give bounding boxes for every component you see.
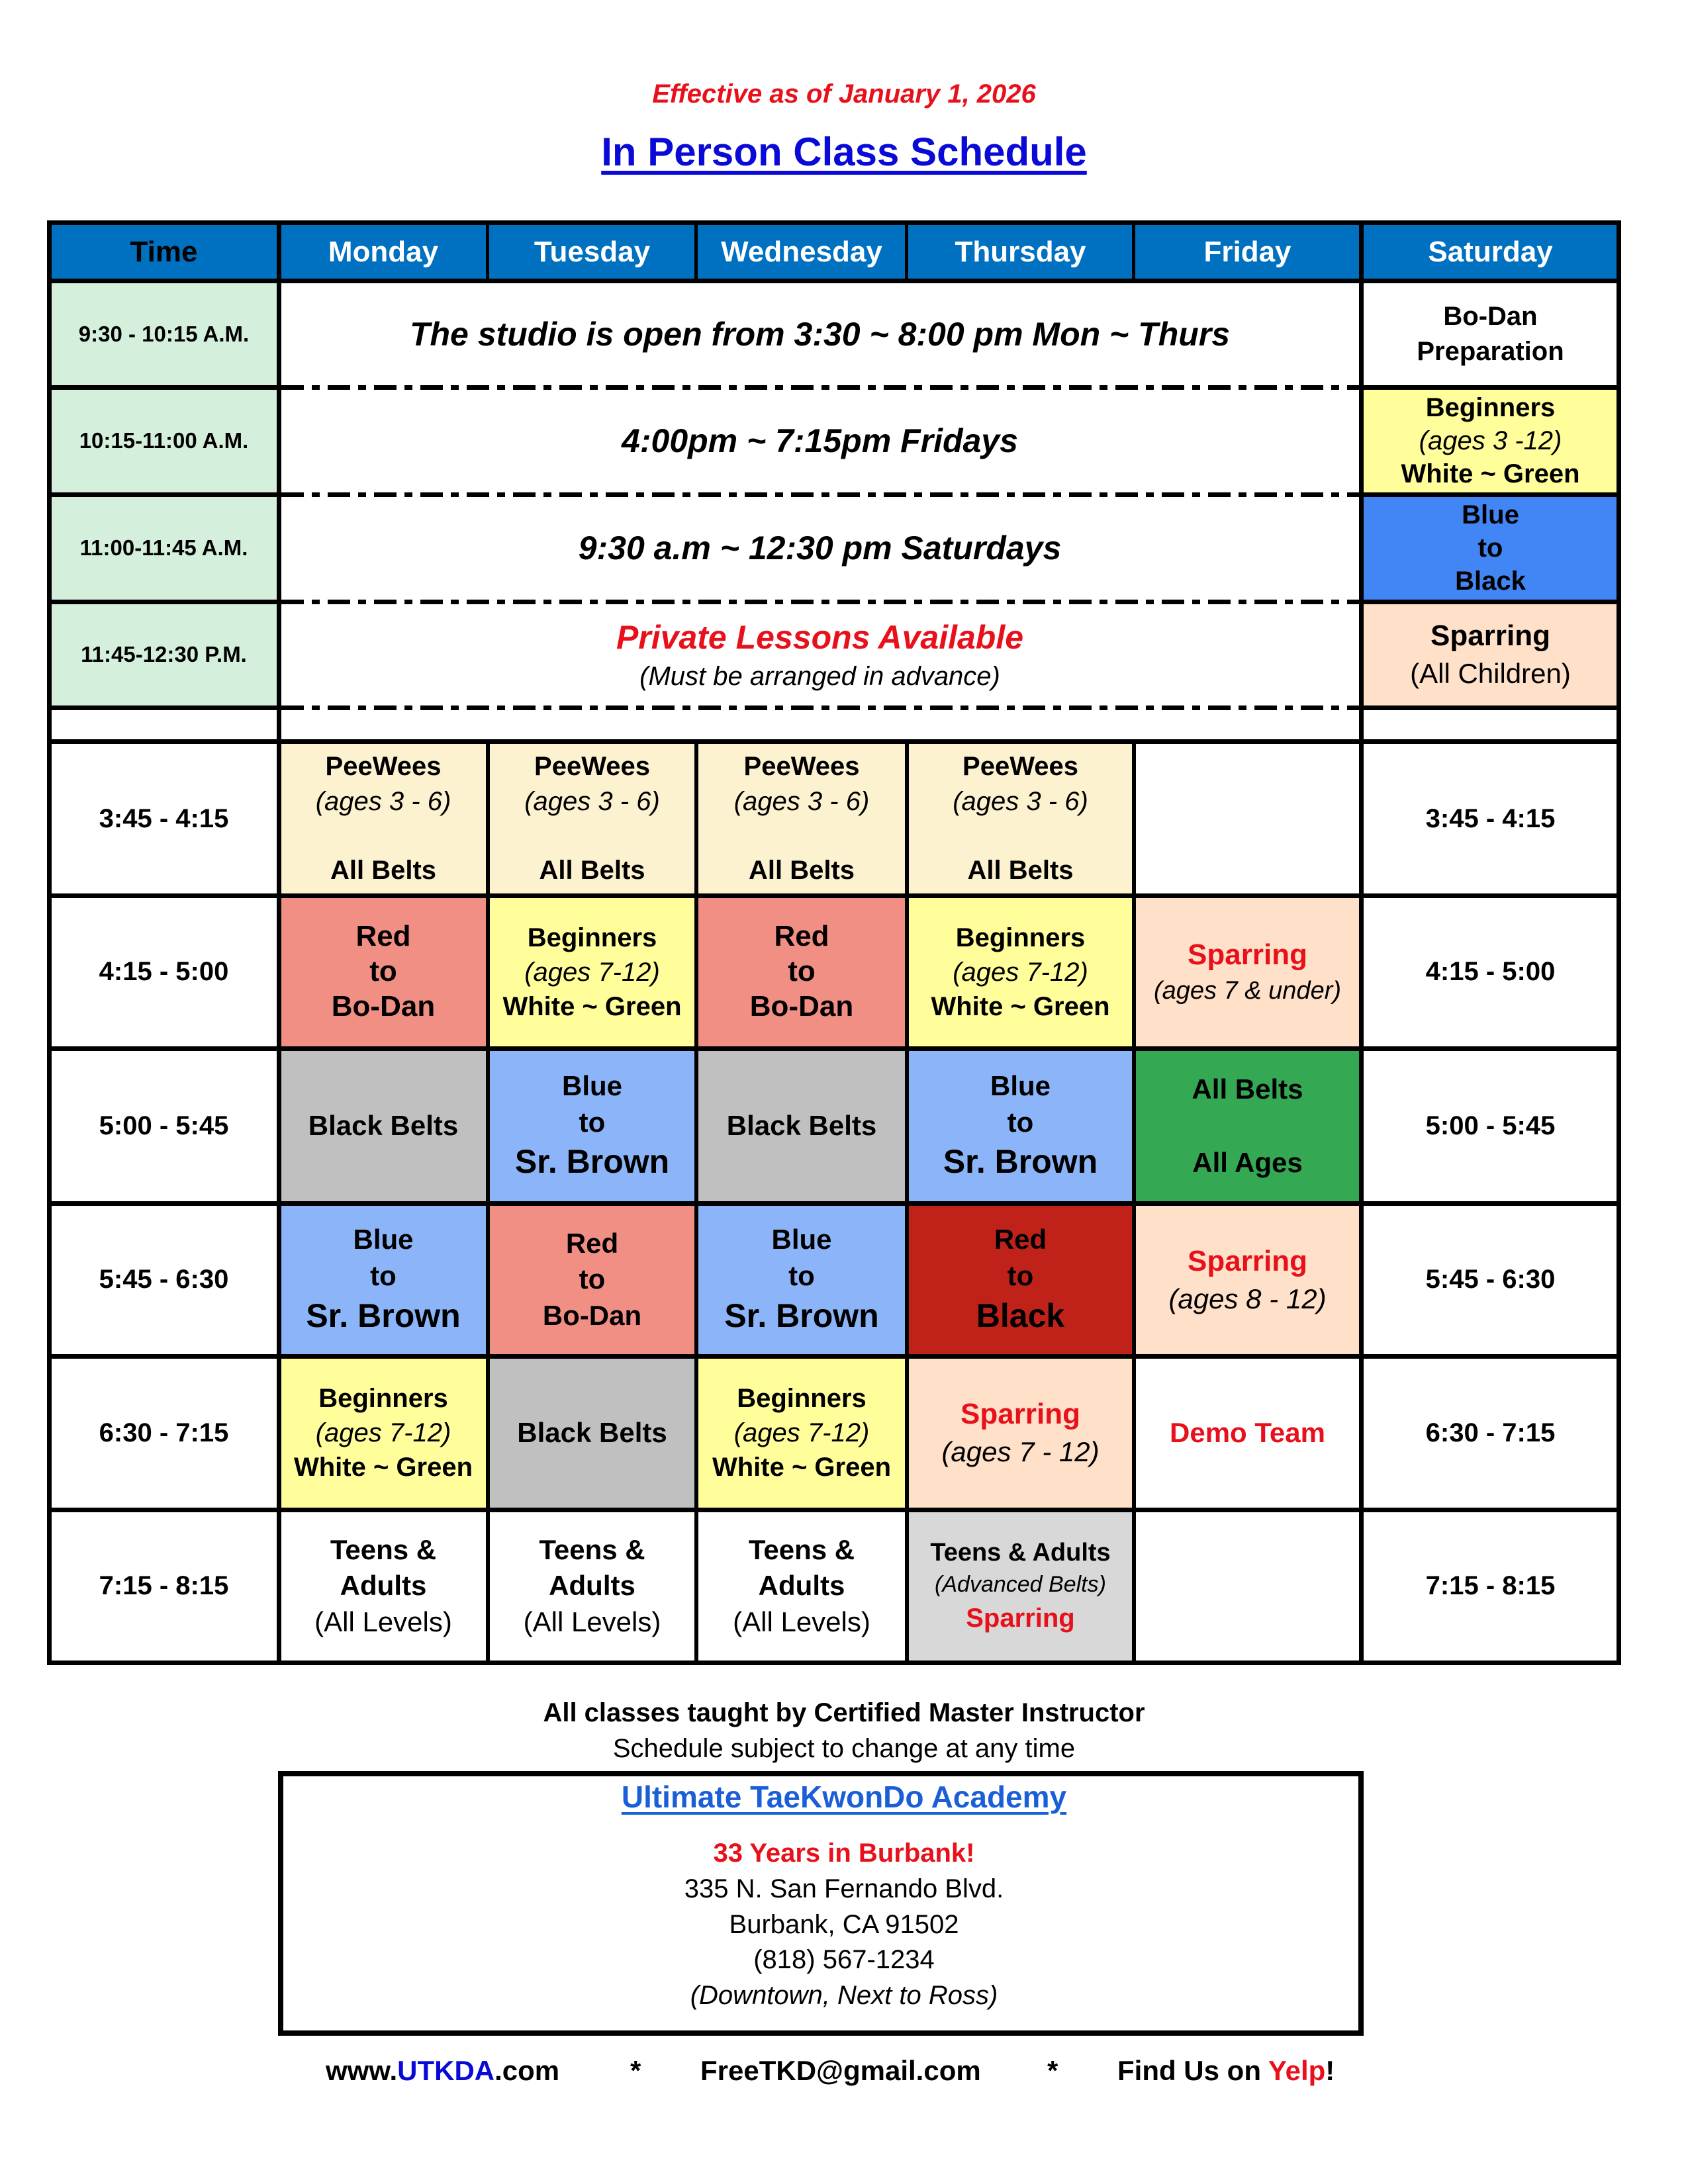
sat-blue-l1: Blue [1462,500,1519,529]
yelp-suffix: ! [1325,2055,1335,2086]
grid-line [47,739,1621,744]
class-l2: Adults [340,1570,427,1602]
class-wed-blue-srbrown [696,1203,907,1356]
class-l3: Black [976,1297,1065,1334]
class-mon-teens-adults [279,1510,488,1662]
class-title: PeeWees [962,751,1078,781]
class-title: Beginners [737,1384,867,1413]
grid-line [47,220,52,1665]
academy-name-link[interactable]: Ultimate TaeKwonDo Academy [621,1780,1067,1814]
class-belts: White ~ Green [931,991,1110,1021]
class-mon-black-belts: Black Belts [279,1048,488,1203]
class-l1: Teens & [539,1533,645,1565]
class-l3: All Ages [1192,1147,1303,1178]
class-ages: (ages 3 - 6) [953,786,1088,816]
class-ages: (ages 3 - 6) [733,786,870,816]
schedule-disclaimer: Schedule subject to change at any time [612,1734,1076,1763]
grid-line [47,705,279,710]
grid-line [1359,705,1621,710]
class-belts: All Belts [748,856,855,886]
class-title: Beginners [527,923,657,952]
time-slot-2: 4:15 - 5:00 [99,957,229,987]
grid-line [47,1046,1621,1051]
class-l2: to [788,1260,815,1291]
class-tue-beginners [488,895,696,1048]
class-ages: (ages 3 - 6) [524,786,660,816]
separator: * [630,2055,641,2086]
private-lessons-note [279,602,1361,707]
class-ages: (ages 8 - 12) [1168,1283,1327,1314]
class-l3: Sparring [966,1604,1075,1633]
col-header-time: Time [49,223,279,281]
studio-hours-weekday: The studio is open from 3:30 ~ 8:00 pm Mon ~ Thurs [409,316,1231,353]
studio-hours-saturday: 9:30 a.m ~ 12:30 pm Saturdays [578,529,1062,567]
class-l3: Bo-Dan [749,989,854,1023]
sat-bodan-line1: Bo-Dan [1443,302,1538,332]
class-l2: Adults [758,1570,845,1602]
email-link[interactable]: FreeTKD@gmail.com [700,2055,981,2086]
class-title: Sparring [961,1398,1080,1431]
sat-beginners [1361,387,1620,494]
class-l1: Red [565,1227,619,1259]
col-header-tuesday: Tuesday [488,223,696,281]
col-header-wednesday: Wednesday [696,223,907,281]
class-belts: All Belts [330,856,437,886]
class-belts: White ~ Green [293,1453,473,1482]
class-tue-blue-srbrown [488,1048,696,1203]
class-fri-empty-2 [1134,1510,1361,1662]
class-thu-peewees [907,742,1134,895]
class-ages: (ages 7 - 12) [941,1436,1100,1468]
class-belts: White ~ Green [712,1453,892,1482]
sat-bodan-line2: Preparation [1417,337,1564,366]
class-l2: to [369,955,397,988]
grid-line [47,1354,1621,1359]
class-l3: (All Levels) [733,1606,870,1637]
web-brand: UTKDA [397,2055,495,2086]
page-title-text: In Person Class Schedule [601,130,1087,174]
private-lessons-title: Private Lessons Available [616,618,1024,656]
class-mon-red-bodan [279,895,488,1048]
time-slot-4: 5:45 - 6:30 [99,1265,229,1295]
grid-line [47,1661,1621,1665]
sat-sparring [1361,602,1620,707]
class-fri-sparring-young [1134,895,1361,1048]
class-fri-demo-team: Demo Team [1170,1417,1325,1449]
class-title: Beginners [318,1384,448,1413]
class-thu-red-black [907,1203,1134,1356]
yelp-brand: Yelp [1268,2055,1326,2086]
dashed-divider [281,492,1359,497]
col-header-saturday: Saturday [1361,223,1620,281]
class-ages: (ages 3 - 6) [315,786,451,816]
grid-line [277,220,281,1665]
class-l2: to [1007,1106,1034,1138]
web-suffix: .com [494,2055,560,2086]
grid-line [1132,220,1135,281]
col-header-thursday: Thursday [907,223,1134,281]
time-slot-5: 6:30 - 7:15 [99,1418,229,1447]
class-tue-peewees [488,742,696,895]
class-ages: (ages 7-12) [733,1418,870,1447]
time-slot-6: 7:15 - 8:15 [99,1571,229,1601]
dashed-divider [281,705,1359,710]
class-thu-teens-adults-sparring [907,1510,1134,1662]
time-slot-3: 5:00 - 5:45 [99,1111,229,1140]
time-slot-5-right: 6:30 - 7:15 [1425,1418,1556,1447]
time-slot-6-right: 7:15 - 8:15 [1425,1571,1556,1601]
studio-hours-friday: 4:00pm ~ 7:15pm Fridays [622,422,1018,459]
class-l3: (All Levels) [314,1606,452,1637]
class-fri-sparring-mid [1134,1203,1361,1356]
class-fri-all-belts [1134,1048,1361,1203]
location-note: (Downtown, Next to Ross) [690,1981,998,2010]
grid-line [905,220,908,281]
class-wed-teens-adults [696,1510,907,1662]
class-l3: Bo-Dan [331,989,436,1023]
sat-beginners-belts: White ~ Green [1401,459,1580,488]
time-slot-1-right: 3:45 - 4:15 [1425,803,1556,833]
class-thu-beginners [907,895,1134,1048]
grid-line [47,1508,1621,1512]
class-wed-peewees [696,742,907,895]
class-l3: (All Levels) [523,1606,661,1637]
yelp-link[interactable] [1117,2055,1335,2087]
class-tue-teens-adults [488,1510,696,1662]
dashed-divider [281,600,1359,604]
class-l1: Teens & Adults [930,1538,1111,1567]
class-l1: Blue [990,1069,1051,1101]
class-ages: (ages 7 & under) [1153,977,1342,1005]
grid-line [47,220,1621,225]
sat-sparring-sub: (All Children) [1410,658,1571,690]
time-slot-morning-1: 9:30 - 10:15 A.M. [49,281,279,387]
time-slot-morning-4: 11:45-12:30 P.M. [49,602,279,707]
grid-line [47,279,1621,283]
class-tue-red-bodan [488,1203,696,1356]
class-l2: Adults [549,1570,635,1602]
class-thu-blue-srbrown [907,1048,1134,1203]
grid-line [486,220,489,281]
sat-beginners-ages: (ages 3 -12) [1419,426,1562,455]
grid-line [1359,492,1621,497]
time-slot-2-right: 4:15 - 5:00 [1425,957,1556,987]
class-title: Sparring [1188,938,1307,972]
dashed-divider [281,385,1359,390]
time-slot-4-right: 5:45 - 6:30 [1425,1265,1556,1295]
grid-line [47,1201,1621,1206]
grid-line [1359,600,1621,604]
class-ages: (ages 7-12) [953,957,1088,987]
sat-blue-to-black [1361,494,1620,602]
time-slot-1: 3:45 - 4:15 [99,803,229,833]
private-lessons-sub: (Must be arranged in advance) [639,661,1000,691]
sat-bodan-prep [1361,281,1620,387]
class-belts: White ~ Green [502,991,682,1021]
class-title: Beginners [955,923,1086,952]
class-l3: Bo-Dan [542,1299,642,1331]
phone-number[interactable]: (818) 567-1234 [753,1945,935,1974]
class-mon-blue-srbrown [279,1203,488,1356]
time-slot-morning-3: 11:00-11:45 A.M. [49,494,279,602]
website-link[interactable] [326,2055,559,2087]
class-title: Sparring [1188,1244,1307,1277]
class-title: PeeWees [743,751,860,781]
class-l2: (Advanced Belts) [935,1572,1106,1598]
class-wed-black-belts: Black Belts [696,1048,907,1203]
class-l3: Sr. Brown [306,1297,461,1334]
class-title: PeeWees [325,751,442,781]
sat-blue-l3: Black [1455,567,1526,596]
years-in-burbank: 33 Years in Burbank! [713,1839,975,1868]
class-ages: (ages 7-12) [524,957,660,987]
web-prefix: www. [326,2055,398,2086]
col-header-monday: Monday [279,223,488,281]
class-ages: (ages 7-12) [315,1418,451,1447]
class-l1: Teens & [748,1533,855,1565]
class-l1: Red [994,1224,1047,1255]
address-line-2: Burbank, CA 91502 [729,1910,959,1939]
class-belts: All Belts [539,856,645,886]
grid-line [47,600,279,604]
separator: * [1047,2055,1058,2086]
class-tue-black-belts: Black Belts [488,1356,696,1510]
academy-name[interactable] [0,1779,1688,1815]
class-fri-empty [1134,742,1361,895]
class-l3: Sr. Brown [724,1297,879,1334]
sat-sparring-title: Sparring [1430,619,1550,653]
sat-beginners-title: Beginners [1425,393,1556,422]
class-belts: All Belts [967,856,1074,886]
yelp-prefix: Find Us on [1117,2055,1268,2086]
class-l2: to [1007,1260,1034,1291]
class-mon-peewees [279,742,488,895]
page-title [0,129,1688,175]
grid-line [1359,220,1364,1665]
grid-line [1359,385,1621,390]
class-l1: Blue [353,1224,414,1255]
grid-line [47,893,1621,898]
grid-line [47,492,279,497]
class-l1: Red [774,920,829,953]
class-l1: Teens & [330,1533,437,1565]
effective-date: Effective as of January 1, 2026 [652,79,1036,109]
class-wed-red-bodan [696,895,907,1048]
class-l2: to [370,1260,397,1291]
class-l2: to [579,1106,606,1138]
class-l2: to [788,955,816,988]
col-header-friday: Friday [1134,223,1361,281]
class-l1: All Belts [1192,1073,1303,1105]
class-l1: Blue [561,1069,622,1101]
class-l3: Sr. Brown [514,1143,670,1181]
class-l1: Blue [771,1224,832,1255]
address-line-1: 335 N. San Fernando Blvd. [684,1874,1004,1903]
class-mon-beginners [279,1356,488,1510]
sat-blue-l2: to [1477,533,1503,563]
time-slot-3-right: 5:00 - 5:45 [1425,1111,1556,1140]
class-l2: to [579,1263,606,1295]
class-l3: Sr. Brown [943,1143,1098,1181]
grid-line [47,385,279,390]
time-slot-morning-2: 10:15-11:00 A.M. [49,387,279,494]
grid-line [694,220,698,281]
class-thu-sparring [907,1356,1134,1510]
class-l1: Red [355,920,411,953]
class-title: PeeWees [534,751,650,781]
instructor-note: All classes taught by Certified Master Instructor [543,1698,1145,1727]
class-wed-beginners [696,1356,907,1510]
grid-line [1617,220,1621,1665]
